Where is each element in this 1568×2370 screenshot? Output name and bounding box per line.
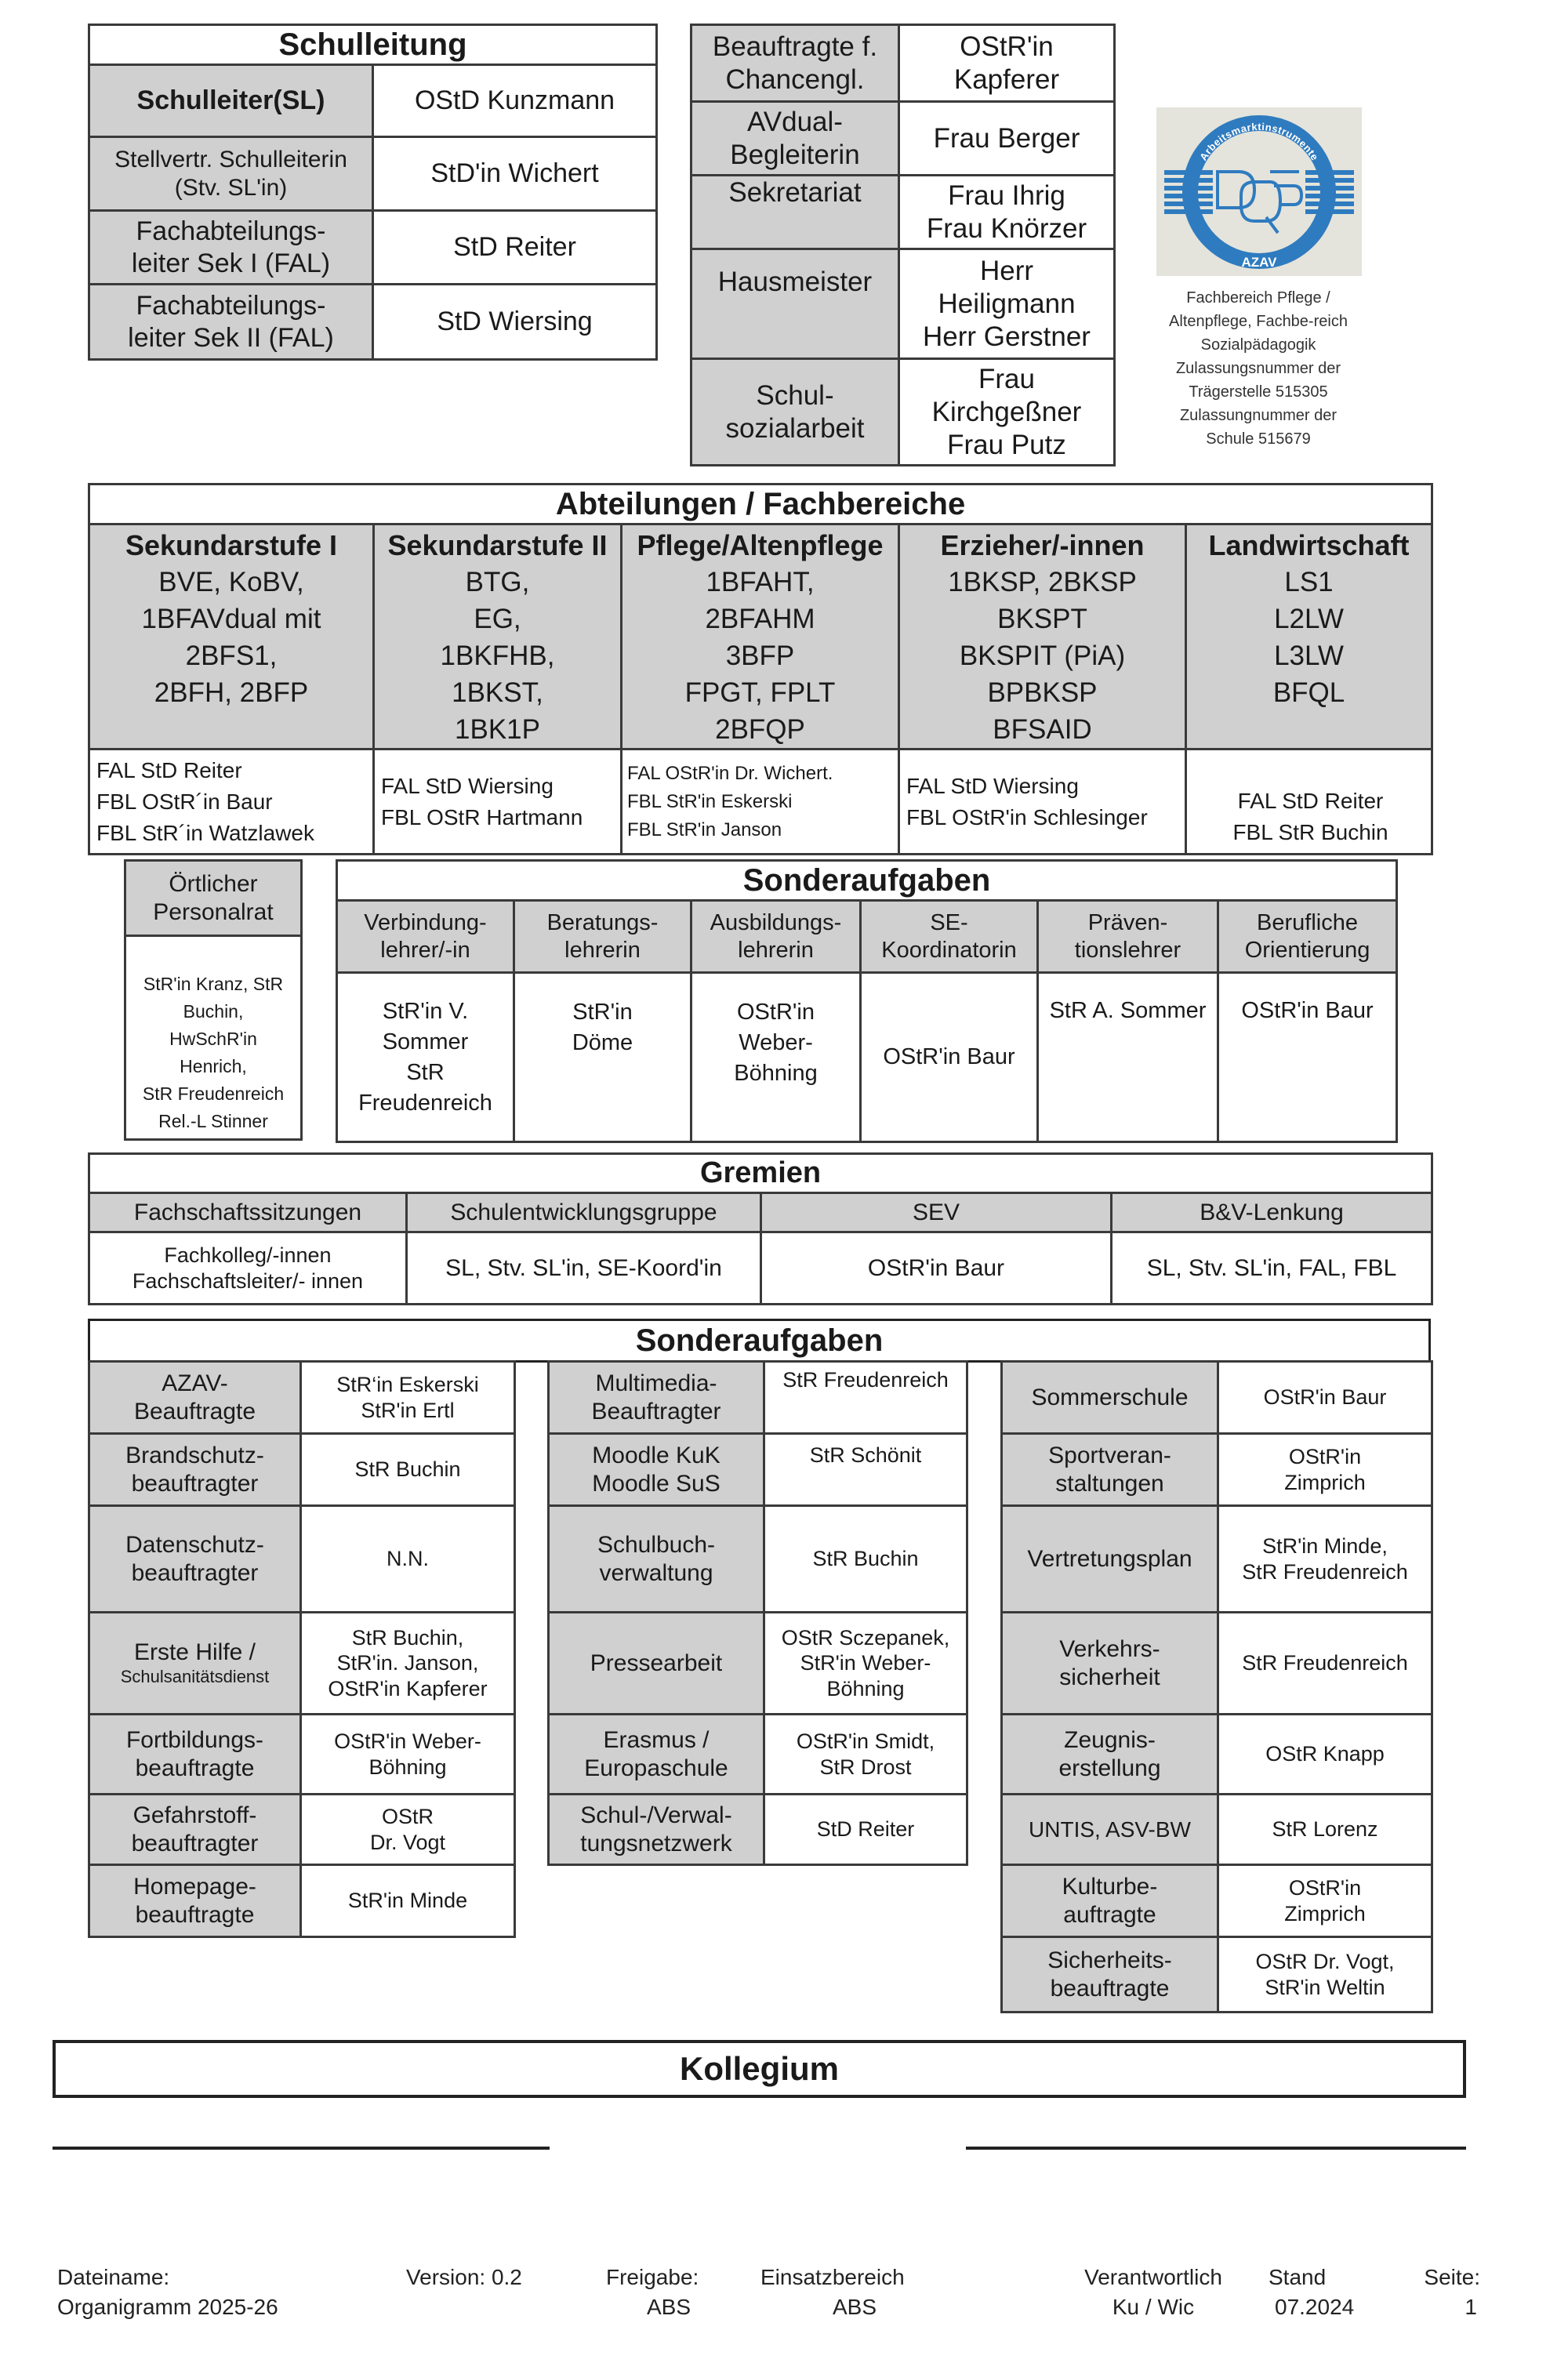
department-classes: BTG, EG, 1BKFHB, 1BKST, 1BK1P [440, 567, 555, 745]
role-cell: Stellvertr. Schulleiterin (Stv. SL'in) [89, 137, 373, 211]
personalrat-title: Örtlicher Personalrat [125, 861, 302, 936]
department-leads: FAL StD Wiersing FBL OStR Hartmann [374, 749, 622, 855]
name-cell: StD Wiersing [373, 285, 657, 360]
task-role: Multimedia- Beauftragter [549, 1362, 764, 1434]
task-role: Brandschutz- beauftragter [89, 1434, 301, 1506]
logo-caption: Fachbereich Pflege / Altenpflege, Fachbe-reich Sozialpädagogik Zulassungsnummer der Trägerstelle 515305 Zulassungnummer der Schule 515679 [1169, 289, 1348, 448]
role-cell: AVdual- Begleiterin [691, 102, 899, 176]
name-cell: StD Reiter [373, 211, 657, 285]
name-cell: StD'in Wichert [373, 137, 657, 211]
role-cell: Hausmeister [691, 249, 899, 359]
department-pflege [622, 524, 899, 749]
footer-dateiname [57, 2263, 278, 2322]
name-cell: Herr Heiligmann Herr Gerstner [899, 249, 1115, 359]
footer-verantwortlich-value: Ku / Wic [1112, 2295, 1195, 2319]
footer-seite-label: Seite: [1424, 2265, 1480, 2289]
task-person: StR Lorenz [1218, 1795, 1432, 1865]
kontakte-table [690, 24, 1116, 466]
task-role: Kulturbe- auftragte [1002, 1865, 1218, 1937]
task-person: StR Buchin [764, 1506, 967, 1613]
task-role: Präven- tionslehrer [1038, 901, 1218, 973]
task-person: StR Schönit [764, 1434, 967, 1506]
footer-seite [1417, 2263, 1480, 2322]
task-person: OStR'in Smidt, StR Drost [764, 1715, 967, 1795]
department-sek2 [374, 524, 622, 749]
department-classes: 1BKSP, 2BKSP BKSPT BKSPIT (PiA) BPBKSP BFSAID [948, 567, 1137, 745]
committee-name: Schulentwicklungsgruppe [407, 1193, 761, 1232]
footer-stand-label: Stand [1269, 2265, 1327, 2289]
footer-einsatzbereich [760, 2263, 964, 2322]
task-person: OStR Dr. Vogt [301, 1795, 515, 1865]
task-role: AZAV- Beauftragte [89, 1362, 301, 1434]
sonderaufgaben-1-table [336, 859, 1398, 1143]
task-person: StR‘in Eskerski StR'in Ertl [301, 1362, 515, 1434]
task-role: Schul-/Verwal- tungsnetzwerk [549, 1795, 764, 1865]
footer-stand-value: 07.2024 [1275, 2295, 1355, 2319]
task-person: StR Freudenreich [764, 1362, 967, 1434]
svg-text:Arbeitsmarktinstrumente: Arbeitsmarktinstrumente [1197, 120, 1321, 163]
department-classes: BVE, KoBV, 1BFAVdual mit 2BFS1, 2BFH, 2BFP [141, 567, 321, 708]
department-name: Pflege/Altenpflege [637, 529, 884, 561]
svg-text:AZAV: AZAV [1241, 255, 1277, 270]
name-cell: OStD Kunzmann [373, 65, 657, 137]
department-leads: FAL StD Wiersing FBL OStR'in Schlesinger [899, 749, 1186, 855]
personalrat-table [124, 859, 303, 1141]
task-role: Ausbildungs- lehrerin [691, 901, 861, 973]
task-person: OStR'in Weber- Böhning [691, 973, 861, 1142]
task-person: StR'in Minde [301, 1865, 515, 1937]
role-cell: Fachabteilungs- leiter Sek I (FAL) [89, 211, 373, 285]
azav-seal-icon [1156, 107, 1362, 276]
abteilungen-title: Abteilungen / Fachbereiche [89, 485, 1432, 524]
task-role: Sportveran- staltungen [1002, 1434, 1218, 1506]
sonderaufgaben-1-title: Sonderaufgaben [337, 861, 1397, 901]
task-role: Erasmus / Europaschule [549, 1715, 764, 1795]
task-person: OStR Sczepanek, StR'in Weber- Böhning [764, 1613, 967, 1715]
footer-freigabe-value: ABS [646, 2295, 691, 2319]
task-role-main: Erste Hilfe / [133, 1639, 256, 1666]
role-cell: Beauftragte f. Chancengl. [691, 25, 899, 102]
task-person: StR Freudenreich [1218, 1613, 1432, 1715]
footer-dateiname-value: Organigramm 2025-26 [57, 2295, 278, 2319]
committee-members: OStR'in Baur [761, 1232, 1112, 1305]
footer-version: Version: 0.2 [406, 2265, 522, 2289]
task-person: StR'in V. Sommer StR Freudenreich [337, 973, 514, 1142]
role-cell: Schul- sozialarbeit [691, 359, 899, 466]
name-cell: Frau Kirchgeßner Frau Putz [899, 359, 1115, 466]
gremien-title: Gremien [89, 1154, 1432, 1193]
task-role: Datenschutz- beauftragter [89, 1506, 301, 1613]
task-person: StR Buchin, StR'in. Janson, OStR'in Kapferer [301, 1613, 515, 1715]
task-role: Gefahrstoff- beauftragter [89, 1795, 301, 1865]
footer-dateiname-label: Dateiname: [57, 2265, 170, 2289]
task-role: Schulbuch- verwaltung [549, 1506, 764, 1613]
task-person: OStR Knapp [1218, 1715, 1432, 1795]
task-person: OStR Dr. Vogt, StR'in Weltin [1218, 1937, 1432, 2013]
schulleitung-title: Schulleitung [89, 25, 657, 65]
task-person: OStR'in Zimprich [1218, 1865, 1432, 1937]
footer-verantwortlich-label: Verantwortlich [1084, 2265, 1222, 2289]
task-person: StR'in Döme [514, 973, 691, 1142]
committee-name: B&V-Lenkung [1112, 1193, 1432, 1232]
role-cell: Schulleiter(SL) [89, 65, 373, 137]
committee-members: SL, Stv. SL'in, FAL, FBL [1112, 1232, 1432, 1305]
footer-freigabe-label: Freigabe: [606, 2265, 699, 2289]
footer-freigabe [606, 2263, 731, 2322]
task-person: N.N. [301, 1506, 515, 1613]
name-cell: OStR'in Kapferer [899, 25, 1115, 102]
department-erzieher [899, 524, 1186, 749]
task-person: OStR'in Zimprich [1218, 1434, 1432, 1506]
task-role: Zeugnis- erstellung [1002, 1715, 1218, 1795]
task-person: StD Reiter [764, 1795, 967, 1865]
department-classes: 1BFAHT, 2BFAHM 3BFP FPGT, FPLT 2BFQP [684, 567, 836, 745]
department-leads: FAL StD Reiter FBL StR Buchin [1186, 749, 1432, 855]
task-person: StR A. Sommer [1038, 973, 1218, 1142]
footer-verantwortlich [1071, 2263, 1236, 2322]
name-cell: Frau Ihrig Frau Knörzer [899, 176, 1115, 249]
role-cell: Fachabteilungs- leiter Sek II (FAL) [89, 285, 373, 360]
footer-einsatzbereich-label: Einsatzbereich [760, 2265, 905, 2289]
task-role: Verbindung- lehrer/-in [337, 901, 514, 973]
kollegium-box: Kollegium [53, 2040, 1466, 2098]
task-role: Moodle KuK Moodle SuS [549, 1434, 764, 1506]
task-role: Fortbildungs- beauftragte [89, 1715, 301, 1795]
task-role: Berufliche Orientierung [1218, 901, 1397, 973]
role-cell: Sekretariat [691, 176, 899, 249]
department-classes: LS1 L2LW L3LW BFQL [1272, 567, 1345, 708]
schulleitung-table [88, 24, 658, 361]
task-person: OStR'in Baur [1218, 1362, 1432, 1434]
footer-einsatzbereich-value: ABS [833, 2295, 877, 2319]
task-role: SE- Koordinatorin [861, 901, 1038, 973]
committee-name: SEV [761, 1193, 1112, 1232]
task-person: OStR'in Weber- Böhning [301, 1715, 515, 1795]
department-leads: FAL StD Reiter FBL OStR´in Baur FBL StR´in Watzlawek [89, 749, 374, 855]
task-role [89, 1613, 301, 1715]
gremien-table [88, 1152, 1433, 1305]
footer-stand [1269, 2263, 1354, 2322]
divider-line [53, 2147, 550, 2150]
committee-members: SL, Stv. SL'in, SE-Koord'in [407, 1232, 761, 1305]
committee-members: Fachkolleg/-innen Fachschaftsleiter/- innen [89, 1232, 407, 1305]
task-person: StR'in Minde, StR Freudenreich [1218, 1506, 1432, 1613]
committee-name: Fachschaftssitzungen [89, 1193, 407, 1232]
department-name: Sekundarstufe I [125, 529, 338, 561]
department-leads: FAL OStR'in Dr. Wichert. FBL StR'in Eskerski FBL StR'in Janson [622, 749, 899, 855]
task-role: Homepage- beauftragte [89, 1865, 301, 1937]
sonderaufgaben-2-left [88, 1360, 516, 1938]
divider-line [966, 2147, 1466, 2150]
department-landwirtschaft [1186, 524, 1432, 749]
task-person: StR Buchin [301, 1434, 515, 1506]
task-role: Sommerschule [1002, 1362, 1218, 1434]
sonderaufgaben-2-right [1000, 1360, 1433, 2013]
name-cell: Frau Berger [899, 102, 1115, 176]
sonderaufgaben-2-middle [547, 1360, 968, 1866]
task-role: Sicherheits- beauftragte [1002, 1937, 1218, 2013]
department-name: Landwirtschaft [1208, 529, 1410, 561]
task-person: OStR'in Baur [861, 973, 1038, 1142]
department-name: Sekundarstufe II [387, 529, 608, 561]
department-sek1 [89, 524, 374, 749]
abteilungen-table [88, 483, 1433, 855]
footer-seite-value: 1 [1465, 2295, 1477, 2319]
sonderaufgaben-2-title: Sonderaufgaben [88, 1319, 1431, 1363]
task-role: Vertretungsplan [1002, 1506, 1218, 1613]
task-role: Beratungs- lehrerin [514, 901, 691, 973]
task-role: UNTIS, ASV-BW [1002, 1795, 1218, 1865]
department-name: Erzieher/-innen [940, 529, 1145, 561]
task-role: Pressearbeit [549, 1613, 764, 1715]
azav-certification-logo [1156, 107, 1362, 276]
personalrat-members: StR'in Kranz, StR Buchin, HwSchR'in Henrich, StR Freudenreich Rel.-L Stinner [125, 936, 302, 1140]
task-role-sub: Schulsanitätsdienst [120, 1667, 270, 1687]
task-role: Verkehrs- sicherheit [1002, 1613, 1218, 1715]
task-person: OStR'in Baur [1218, 973, 1397, 1142]
